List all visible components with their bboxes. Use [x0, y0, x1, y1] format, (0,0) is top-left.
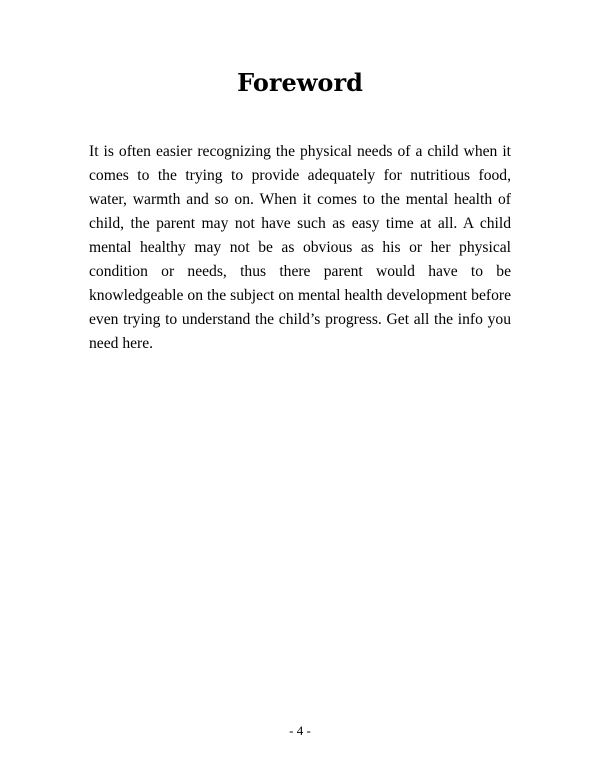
page-title: Foreword — [237, 68, 363, 97]
foreword-paragraph: It is often easier recognizing the physical needs of a child when it comes to the trying to provide adequately for nutritious food, water, warmth and so on. When it comes to the mental health of child, the parent may not have such as easy time at all. A child mental healthy may not be as obvious as his or her physical condition or needs, thus there parent would have to be knowledgeable on the subject on mental health development before even trying to understand the child’s progress. Get all the info you need here. — [89, 143, 511, 352]
page-number: - 4 - — [289, 723, 311, 738]
